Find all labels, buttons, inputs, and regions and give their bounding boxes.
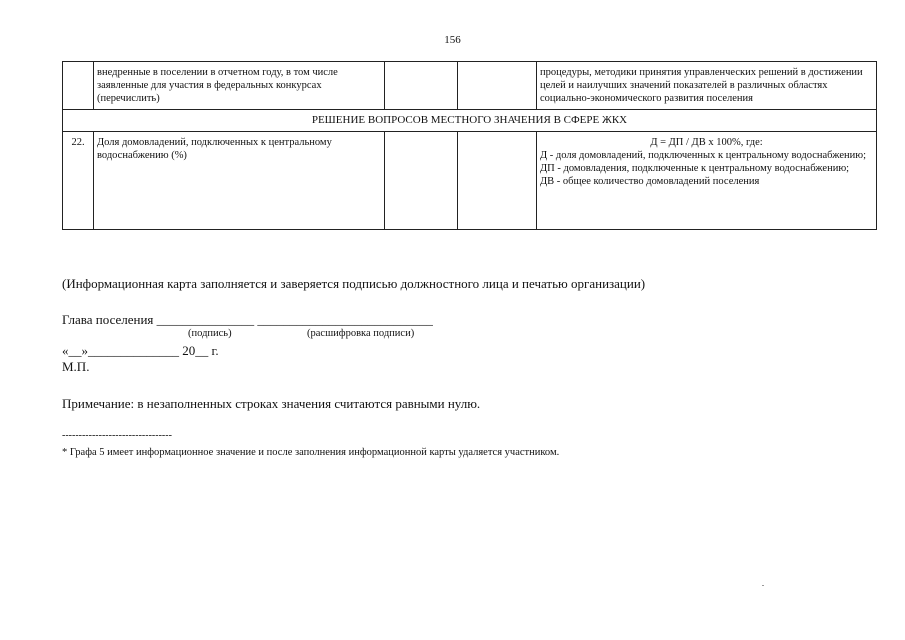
head-signature-line: Глава поселения _______________ ___________________________	[62, 312, 433, 327]
footnote: * Графа 5 имеет информационное значение и после заполнения информационной карты удаляется участником.	[62, 447, 560, 458]
scan-speck	[762, 585, 764, 586]
info-card-note: (Информационная карта заполняется и заверяется подписью должностного лица и печатью организации)	[62, 276, 646, 291]
stamp-placeholder: М.П.	[62, 359, 90, 374]
page-number: 156	[444, 34, 461, 46]
remark: Примечание: в незаполненных строках значения считаются равными нулю.	[62, 396, 481, 411]
cell-indicator-description: Доля домовладений, подключенных к центральному водоснабжению (%)	[94, 132, 385, 230]
cell-indicator-description: внедренные в поселении в отчетном году, в том числе заявленные для участия в федеральных конкурсах (перечислить)	[94, 62, 385, 110]
signature-caption: (подпись)	[188, 328, 232, 339]
table-row	[63, 62, 877, 110]
footnote-separator: ---------------------------------	[62, 430, 172, 441]
cell-column-3	[385, 132, 458, 230]
cell-column-4	[458, 62, 537, 110]
definition-d: Д - доля домовладений, подключенных к центральному водоснабжению;	[540, 150, 867, 161]
info-card-table	[62, 61, 877, 230]
cell-column-4	[458, 132, 537, 230]
table-row	[63, 132, 877, 230]
date-line: «__»______________ 20__ г.	[62, 343, 219, 358]
signature-decode-caption: (расшифровка подписи)	[307, 328, 415, 339]
section-row	[63, 110, 877, 132]
cell-row-number: 22.	[63, 132, 94, 230]
cell-column-3	[385, 62, 458, 110]
definition-dv: ДВ - общее количество домовладений поселения	[540, 176, 760, 187]
cell-calculation-method	[537, 132, 877, 230]
formula: Д = ДП / ДВ х 100%, где:	[650, 137, 763, 148]
cell-calculation-method: процедуры, методики принятия управленческих решений в достижении целей и наилучших значений показателей в различных областях социально-экономического развития поселения	[537, 62, 877, 110]
definition-dp: ДП - домовладения, подключенные к центральному водоснабжению;	[540, 163, 850, 174]
section-title: РЕШЕНИЕ ВОПРОСОВ МЕСТНОГО ЗНАЧЕНИЯ В СФЕРЕ ЖКХ	[63, 110, 877, 132]
cell-row-number	[63, 62, 94, 110]
